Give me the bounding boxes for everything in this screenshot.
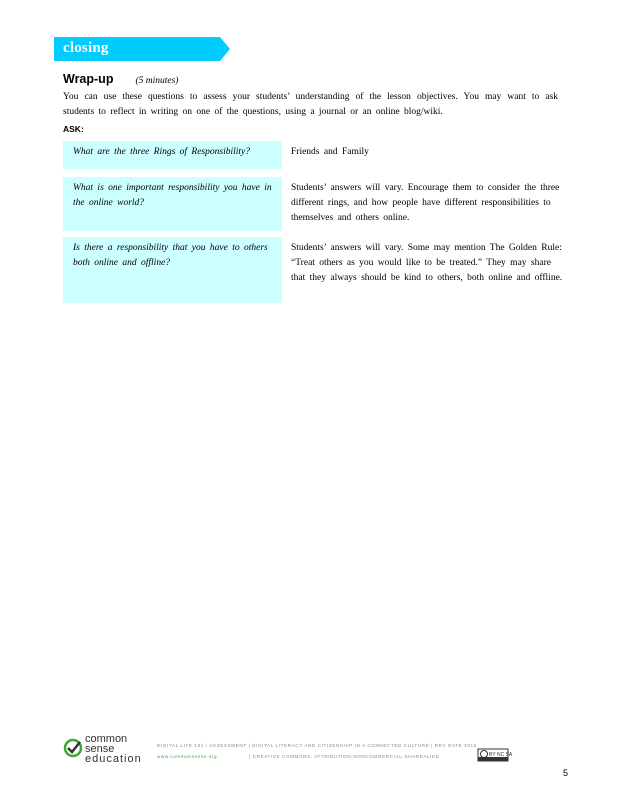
footer-line-2 — [157, 751, 527, 762]
logo-line-2: sense — [85, 743, 115, 755]
logo-line-3: education — [85, 753, 142, 765]
qa-row — [63, 177, 568, 233]
question-cell: Is there a responsibility that you have to others both online and offline? — [63, 237, 282, 303]
section-heading-row — [63, 70, 178, 86]
footer-line-1: DIGITAL LIFE 101 / ASSESSMENT | DIGITAL LITERACY AND CITIZENSHIP IN A CONNECTED CULTURE | REV DATE 2015 — [157, 743, 477, 748]
qa-row — [63, 141, 568, 173]
badge-text: BY NC SA — [489, 752, 513, 758]
answer-cell: Students’ answers will vary. Encourage them to consider the three different rings, and how people have different responsibilities to themselves and others online. — [291, 183, 560, 223]
ask-label: ASK: — [63, 124, 84, 134]
question-cell: What is one important responsibility you have in the online world? — [63, 177, 282, 231]
banner-label: closing — [63, 40, 109, 56]
page-number: 5 — [563, 768, 569, 778]
footer-url-link[interactable]: www.commonsense.org — [157, 754, 218, 759]
intro-paragraph: You can use these questions to assess your students’ understanding of the lesson objectives. You may want to ask students to reflect in writing on one of the questions, using a journal or an online blog/wiki. — [63, 92, 558, 117]
question-cell: What are the three Rings of Responsibility? — [63, 141, 282, 169]
checkmark-icon — [63, 738, 83, 758]
common-sense-logo — [63, 734, 148, 768]
logo-wordmark — [85, 734, 142, 764]
section-duration: (5 minutes) — [135, 76, 179, 86]
footer-info — [157, 740, 527, 762]
answer-cell: Friends and Family — [291, 147, 369, 157]
section-title: Wrap-up — [63, 72, 114, 86]
qa-row — [63, 237, 568, 305]
footer-license: | CREATIVE COMMONS: ATTRIBUTION-NONCOMMERCIAL-SHAREALIKE — [249, 754, 440, 759]
logo-line-1: common — [85, 733, 128, 745]
section-banner — [54, 37, 230, 61]
creative-commons-badge-icon — [478, 748, 513, 760]
answer-cell: Students’ answers will vary. Some may mention The Golden Rule: “Treat others as you would like to be treated.” They may share that they always should be kind to others, both online and offline. — [291, 243, 563, 283]
